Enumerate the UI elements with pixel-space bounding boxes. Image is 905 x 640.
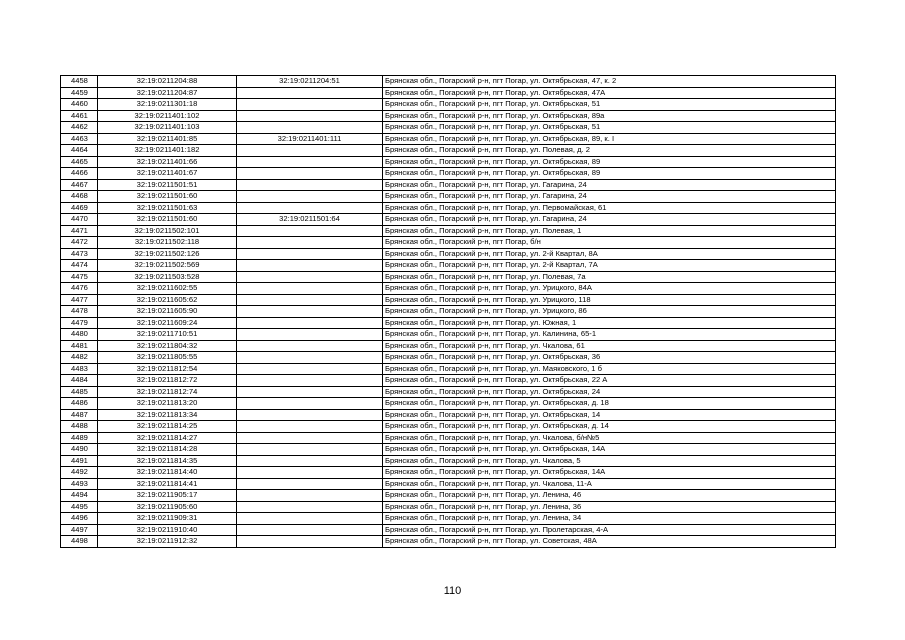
row-number-cell: 4464	[61, 145, 98, 157]
cadastral-number-cell: 32:19:0211204:88	[98, 76, 237, 88]
parent-cadastral-number-cell	[237, 306, 383, 318]
address-cell: Брянская обл., Погарский р-н, пгт Погар, ул. Октябрьская, 51	[383, 99, 836, 111]
row-number-cell: 4463	[61, 133, 98, 145]
address-cell: Брянская обл., Погарский р-н, пгт Погар, ул. 2-й Квартал, 7А	[383, 260, 836, 272]
cadastral-number-cell: 32:19:0211501:60	[98, 214, 237, 226]
address-cell: Брянская обл., Погарский р-н, пгт Погар, ул. Урицкого, 84А	[383, 283, 836, 295]
table-row	[61, 363, 836, 375]
cadastral-number-cell: 32:19:0211502:126	[98, 248, 237, 260]
address-cell: Брянская обл., Погарский р-н, пгт Погар, ул. Октябрьская, 24	[383, 386, 836, 398]
cadastral-number-cell: 32:19:0211401:182	[98, 145, 237, 157]
row-number-cell: 4460	[61, 99, 98, 111]
cadastral-number-cell: 32:19:0211814:41	[98, 478, 237, 490]
address-cell: Брянская обл., Погарский р-н, пгт Погар, ул. Октябрьская, 14А	[383, 467, 836, 479]
address-cell: Брянская обл., Погарский р-н, пгт Погар, ул. Октябрьская, 89а	[383, 110, 836, 122]
row-number-cell: 4486	[61, 398, 98, 410]
row-number-cell: 4479	[61, 317, 98, 329]
address-cell: Брянская обл., Погарский р-н, пгт Погар, ул. Октябрьская, д. 18	[383, 398, 836, 410]
address-cell: Брянская обл., Погарский р-н, пгт Погар, ул. Калинина, 65-1	[383, 329, 836, 341]
address-cell: Брянская обл., Погарский р-н, пгт Погар, ул. Маяковского, 1 б	[383, 363, 836, 375]
cadastral-number-cell: 32:19:0211905:17	[98, 490, 237, 502]
table-row	[61, 340, 836, 352]
table-row	[61, 490, 836, 502]
table-row	[61, 375, 836, 387]
parent-cadastral-number-cell	[237, 536, 383, 548]
parent-cadastral-number-cell	[237, 524, 383, 536]
parent-cadastral-number-cell	[237, 467, 383, 479]
row-number-cell: 4462	[61, 122, 98, 134]
row-number-cell: 4482	[61, 352, 98, 364]
cadastral-number-cell: 32:19:0211401:103	[98, 122, 237, 134]
address-cell: Брянская обл., Погарский р-н, пгт Погар, ул. Октябрьская, 14	[383, 409, 836, 421]
table-row	[61, 352, 836, 364]
table-row	[61, 145, 836, 157]
row-number-cell: 4477	[61, 294, 98, 306]
parent-cadastral-number-cell	[237, 156, 383, 168]
address-cell: Брянская обл., Погарский р-н, пгт Погар, ул. Урицкого, 118	[383, 294, 836, 306]
parent-cadastral-number-cell	[237, 501, 383, 513]
table-row	[61, 386, 836, 398]
cadastral-number-cell: 32:19:0211814:35	[98, 455, 237, 467]
parent-cadastral-number-cell	[237, 237, 383, 249]
address-cell: Брянская обл., Погарский р-н, пгт Погар, ул. Ленина, 46	[383, 490, 836, 502]
parent-cadastral-number-cell	[237, 398, 383, 410]
cadastral-number-cell: 32:19:0211609:24	[98, 317, 237, 329]
cadastral-number-cell: 32:19:0211401:67	[98, 168, 237, 180]
cadastral-number-cell: 32:19:0211812:54	[98, 363, 237, 375]
row-number-cell: 4478	[61, 306, 98, 318]
cadastral-number-cell: 32:19:0211905:60	[98, 501, 237, 513]
table-row	[61, 76, 836, 88]
table-row	[61, 110, 836, 122]
table-row	[61, 409, 836, 421]
parent-cadastral-number-cell: 32:19:0211204:51	[237, 76, 383, 88]
table-row	[61, 398, 836, 410]
cadastral-number-cell: 32:19:0211605:90	[98, 306, 237, 318]
cadastral-number-cell: 32:19:0211501:63	[98, 202, 237, 214]
address-cell: Брянская обл., Погарский р-н, пгт Погар, ул. Октябрьская, 89	[383, 168, 836, 180]
cadastral-number-cell: 32:19:0211710:51	[98, 329, 237, 341]
cadastral-table	[60, 75, 836, 548]
row-number-cell: 4498	[61, 536, 98, 548]
parent-cadastral-number-cell	[237, 179, 383, 191]
cadastral-number-cell: 32:19:0211501:51	[98, 179, 237, 191]
cadastral-number-cell: 32:19:0211812:72	[98, 375, 237, 387]
address-cell: Брянская обл., Погарский р-н, пгт Погар, ул. Гагарина, 24	[383, 179, 836, 191]
parent-cadastral-number-cell	[237, 317, 383, 329]
table-row	[61, 524, 836, 536]
cadastral-number-cell: 32:19:0211301:18	[98, 99, 237, 111]
row-number-cell: 4466	[61, 168, 98, 180]
row-number-cell: 4493	[61, 478, 98, 490]
address-cell: Брянская обл., Погарский р-н, пгт Погар, ул. Ленина, 34	[383, 513, 836, 525]
cadastral-number-cell: 32:19:0211910:40	[98, 524, 237, 536]
parent-cadastral-number-cell	[237, 191, 383, 203]
row-number-cell: 4468	[61, 191, 98, 203]
parent-cadastral-number-cell	[237, 271, 383, 283]
cadastral-number-cell: 32:19:0211501:60	[98, 191, 237, 203]
row-number-cell: 4492	[61, 467, 98, 479]
cadastral-number-cell: 32:19:0211814:28	[98, 444, 237, 456]
table-row	[61, 444, 836, 456]
table-row	[61, 168, 836, 180]
parent-cadastral-number-cell	[237, 294, 383, 306]
cadastral-number-cell: 32:19:0211401:85	[98, 133, 237, 145]
row-number-cell: 4489	[61, 432, 98, 444]
cadastral-number-cell: 32:19:0211502:118	[98, 237, 237, 249]
table-row	[61, 317, 836, 329]
row-number-cell: 4459	[61, 87, 98, 99]
address-cell: Брянская обл., Погарский р-н, пгт Погар, ул. 2-й Квартал, 8А	[383, 248, 836, 260]
table-row	[61, 306, 836, 318]
row-number-cell: 4476	[61, 283, 98, 295]
address-cell: Брянская обл., Погарский р-н, пгт Погар, ул. Гагарина, 24	[383, 214, 836, 226]
parent-cadastral-number-cell	[237, 490, 383, 502]
address-cell: Брянская обл., Погарский р-н, пгт Погар, ул. Урицкого, 86	[383, 306, 836, 318]
table-row	[61, 260, 836, 272]
table-row	[61, 421, 836, 433]
address-cell: Брянская обл., Погарский р-н, пгт Погар, ул. Чкалова, 11-А	[383, 478, 836, 490]
address-cell: Брянская обл., Погарский р-н, пгт Погар, ул. Октябрьская, 89	[383, 156, 836, 168]
table-row	[61, 329, 836, 341]
parent-cadastral-number-cell	[237, 329, 383, 341]
row-number-cell: 4481	[61, 340, 98, 352]
cadastral-number-cell: 32:19:0211912:32	[98, 536, 237, 548]
table-row	[61, 202, 836, 214]
table-row	[61, 455, 836, 467]
parent-cadastral-number-cell	[237, 99, 383, 111]
row-number-cell: 4490	[61, 444, 98, 456]
address-cell: Брянская обл., Погарский р-н, пгт Погар, ул. Первомайская, 61	[383, 202, 836, 214]
address-cell: Брянская обл., Погарский р-н, пгт Погар, ул. Октябрьская, 36	[383, 352, 836, 364]
row-number-cell: 4470	[61, 214, 98, 226]
row-number-cell: 4497	[61, 524, 98, 536]
address-cell: Брянская обл., Погарский р-н, пгт Погар, ул. Октябрьская, 22 А	[383, 375, 836, 387]
parent-cadastral-number-cell	[237, 455, 383, 467]
address-cell: Брянская обл., Погарский р-н, пгт Погар, ул. Октябрьская, 47, к. 2	[383, 76, 836, 88]
cadastral-number-cell: 32:19:0211814:25	[98, 421, 237, 433]
parent-cadastral-number-cell	[237, 432, 383, 444]
address-cell: Брянская обл., Погарский р-н, пгт Погар, б/н	[383, 237, 836, 249]
cadastral-number-cell: 32:19:0211909:31	[98, 513, 237, 525]
table-row	[61, 191, 836, 203]
parent-cadastral-number-cell	[237, 283, 383, 295]
parent-cadastral-number-cell	[237, 363, 383, 375]
address-cell: Брянская обл., Погарский р-н, пгт Погар, ул. Октябрьская, 47А	[383, 87, 836, 99]
table-row	[61, 214, 836, 226]
parent-cadastral-number-cell	[237, 168, 383, 180]
row-number-cell: 4491	[61, 455, 98, 467]
parent-cadastral-number-cell	[237, 145, 383, 157]
row-number-cell: 4495	[61, 501, 98, 513]
row-number-cell: 4484	[61, 375, 98, 387]
address-cell: Брянская обл., Погарский р-н, пгт Погар, ул. Октябрьская, 51	[383, 122, 836, 134]
parent-cadastral-number-cell: 32:19:0211501:64	[237, 214, 383, 226]
cadastral-number-cell: 32:19:0211503:528	[98, 271, 237, 283]
cadastral-number-cell: 32:19:0211805:55	[98, 352, 237, 364]
parent-cadastral-number-cell	[237, 421, 383, 433]
address-cell: Брянская обл., Погарский р-н, пгт Погар, ул. Чкалова, б/н№5	[383, 432, 836, 444]
parent-cadastral-number-cell	[237, 352, 383, 364]
table-row	[61, 478, 836, 490]
address-cell: Брянская обл., Погарский р-н, пгт Погар, ул. Советская, 48А	[383, 536, 836, 548]
parent-cadastral-number-cell	[237, 478, 383, 490]
table-row	[61, 536, 836, 548]
address-cell: Брянская обл., Погарский р-н, пгт Погар, ул. Полевая, 7а	[383, 271, 836, 283]
cadastral-number-cell: 32:19:0211502:569	[98, 260, 237, 272]
table-row	[61, 283, 836, 295]
address-cell: Брянская обл., Погарский р-н, пгт Погар, ул. Полевая, 1	[383, 225, 836, 237]
parent-cadastral-number-cell	[237, 260, 383, 272]
table-row	[61, 513, 836, 525]
address-cell: Брянская обл., Погарский р-н, пгт Погар, ул. Чкалова, 61	[383, 340, 836, 352]
row-number-cell: 4472	[61, 237, 98, 249]
table-row	[61, 179, 836, 191]
address-cell: Брянская обл., Погарский р-н, пгт Погар, ул. Октябрьская, 14А	[383, 444, 836, 456]
row-number-cell: 4474	[61, 260, 98, 272]
row-number-cell: 4480	[61, 329, 98, 341]
row-number-cell: 4494	[61, 490, 98, 502]
row-number-cell: 4467	[61, 179, 98, 191]
table-row	[61, 501, 836, 513]
parent-cadastral-number-cell	[237, 386, 383, 398]
row-number-cell: 4487	[61, 409, 98, 421]
page-number: 110	[443, 585, 462, 597]
parent-cadastral-number-cell	[237, 340, 383, 352]
table-row	[61, 248, 836, 260]
table-row	[61, 271, 836, 283]
cadastral-number-cell: 32:19:0211814:40	[98, 467, 237, 479]
table-row	[61, 237, 836, 249]
parent-cadastral-number-cell	[237, 87, 383, 99]
parent-cadastral-number-cell	[237, 409, 383, 421]
cadastral-number-cell: 32:19:0211812:74	[98, 386, 237, 398]
cadastral-number-cell: 32:19:0211401:102	[98, 110, 237, 122]
table-row	[61, 294, 836, 306]
cadastral-number-cell: 32:19:0211602:55	[98, 283, 237, 295]
row-number-cell: 4473	[61, 248, 98, 260]
parent-cadastral-number-cell	[237, 122, 383, 134]
cadastral-number-cell: 32:19:0211813:34	[98, 409, 237, 421]
address-cell: Брянская обл., Погарский р-н, пгт Погар, ул. Ленина, 36	[383, 501, 836, 513]
parent-cadastral-number-cell	[237, 202, 383, 214]
table-row	[61, 133, 836, 145]
table-row	[61, 156, 836, 168]
cadastral-number-cell: 32:19:0211804:32	[98, 340, 237, 352]
parent-cadastral-number-cell: 32:19:0211401:111	[237, 133, 383, 145]
table-row	[61, 87, 836, 99]
parent-cadastral-number-cell	[237, 375, 383, 387]
table-row	[61, 99, 836, 111]
address-cell: Брянская обл., Погарский р-н, пгт Погар, ул. Пролетарская, 4-А	[383, 524, 836, 536]
address-cell: Брянская обл., Погарский р-н, пгт Погар, ул. Полевая, д. 2	[383, 145, 836, 157]
row-number-cell: 4461	[61, 110, 98, 122]
address-cell: Брянская обл., Погарский р-н, пгт Погар, ул. Октябрьская, 89, к. I	[383, 133, 836, 145]
parent-cadastral-number-cell	[237, 513, 383, 525]
parent-cadastral-number-cell	[237, 444, 383, 456]
row-number-cell: 4488	[61, 421, 98, 433]
row-number-cell: 4496	[61, 513, 98, 525]
table-row	[61, 122, 836, 134]
row-number-cell: 4483	[61, 363, 98, 375]
row-number-cell: 4465	[61, 156, 98, 168]
address-cell: Брянская обл., Погарский р-н, пгт Погар, ул. Чкалова, 5	[383, 455, 836, 467]
table-row	[61, 432, 836, 444]
address-cell: Брянская обл., Погарский р-н, пгт Погар, ул. Гагарина, 24	[383, 191, 836, 203]
cadastral-number-cell: 32:19:0211814:27	[98, 432, 237, 444]
address-cell: Брянская обл., Погарский р-н, пгт Погар, ул. Октябрьская, д. 14	[383, 421, 836, 433]
row-number-cell: 4475	[61, 271, 98, 283]
cadastral-number-cell: 32:19:0211813:20	[98, 398, 237, 410]
table-row	[61, 467, 836, 479]
address-cell: Брянская обл., Погарский р-н, пгт Погар, ул. Южная, 1	[383, 317, 836, 329]
row-number-cell: 4469	[61, 202, 98, 214]
row-number-cell: 4485	[61, 386, 98, 398]
row-number-cell: 4471	[61, 225, 98, 237]
cadastral-number-cell: 32:19:0211204:87	[98, 87, 237, 99]
cadastral-number-cell: 32:19:0211605:62	[98, 294, 237, 306]
cadastral-number-cell: 32:19:0211401:66	[98, 156, 237, 168]
cadastral-number-cell: 32:19:0211502:101	[98, 225, 237, 237]
parent-cadastral-number-cell	[237, 110, 383, 122]
parent-cadastral-number-cell	[237, 225, 383, 237]
cadastral-table-body	[61, 76, 836, 548]
row-number-cell: 4458	[61, 76, 98, 88]
parent-cadastral-number-cell	[237, 248, 383, 260]
table-row	[61, 225, 836, 237]
